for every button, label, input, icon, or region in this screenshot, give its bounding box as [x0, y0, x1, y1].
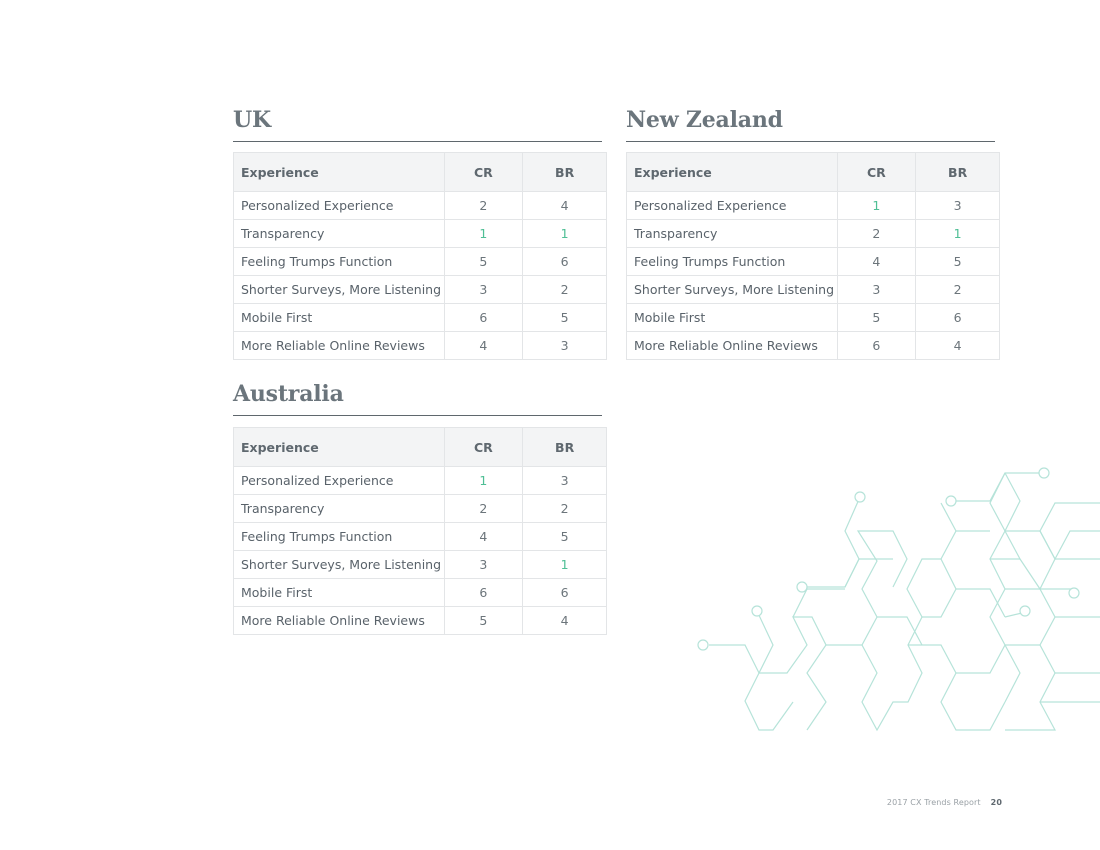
br-rank-cell: 5	[523, 304, 607, 332]
cr-rank-cell: 3	[444, 551, 523, 579]
experience-cell: Feeling Trumps Function	[234, 248, 445, 276]
region-australia	[233, 379, 602, 416]
experience-cell: Transparency	[234, 495, 445, 523]
region-uk	[233, 105, 602, 142]
experience-cell: Shorter Surveys, More Listening	[234, 551, 445, 579]
br-rank-cell: 2	[916, 276, 1000, 304]
experience-cell: Transparency	[627, 220, 838, 248]
experience-cell: Personalized Experience	[234, 467, 445, 495]
cr-rank-cell: 4	[444, 332, 523, 360]
region-title-australia: Australia	[233, 381, 344, 407]
header-cr: CR	[444, 428, 523, 467]
cr-rank-cell: 5	[444, 248, 523, 276]
ranking-table-australia	[233, 427, 607, 635]
br-rank-cell: 6	[916, 304, 1000, 332]
table-row	[234, 304, 607, 332]
br-rank-cell: 1	[523, 551, 607, 579]
br-rank-cell: 3	[523, 332, 607, 360]
table-row	[234, 551, 607, 579]
cr-rank-cell: 1	[444, 220, 523, 248]
cr-rank-cell: 6	[444, 304, 523, 332]
br-rank-cell: 3	[523, 467, 607, 495]
br-rank-cell: 5	[916, 248, 1000, 276]
experience-cell: Transparency	[234, 220, 445, 248]
cr-rank-cell: 4	[837, 248, 916, 276]
cr-rank-cell: 6	[837, 332, 916, 360]
table-row	[234, 467, 607, 495]
experience-cell: Feeling Trumps Function	[627, 248, 838, 276]
experience-cell: Shorter Surveys, More Listening	[627, 276, 838, 304]
br-rank-cell: 5	[523, 523, 607, 551]
title-underline	[626, 141, 995, 142]
footer-report-title: 2017 CX Trends Report	[886, 798, 981, 807]
ranking-table-new-zealand	[626, 152, 1000, 360]
br-rank-cell: 4	[523, 192, 607, 220]
br-rank-cell: 2	[523, 276, 607, 304]
table-row	[627, 220, 1000, 248]
br-rank-cell: 4	[523, 607, 607, 635]
table-row	[627, 304, 1000, 332]
experience-cell: Personalized Experience	[627, 192, 838, 220]
table-row	[234, 220, 607, 248]
cr-rank-cell: 3	[444, 276, 523, 304]
table-row	[234, 579, 607, 607]
header-experience: Experience	[234, 153, 445, 192]
cr-rank-cell: 5	[444, 607, 523, 635]
table-row	[234, 332, 607, 360]
cr-rank-cell: 4	[444, 523, 523, 551]
cr-rank-cell: 5	[837, 304, 916, 332]
experience-cell: Mobile First	[234, 579, 445, 607]
table-row	[234, 248, 607, 276]
cr-rank-cell: 1	[444, 467, 523, 495]
br-rank-cell: 4	[916, 332, 1000, 360]
cr-rank-cell: 2	[444, 495, 523, 523]
br-rank-cell: 3	[916, 192, 1000, 220]
experience-cell: More Reliable Online Reviews	[234, 607, 445, 635]
region-title-uk: UK	[233, 107, 271, 133]
table-header-row	[627, 153, 1000, 192]
br-rank-cell: 6	[523, 579, 607, 607]
br-rank-cell: 1	[916, 220, 1000, 248]
br-rank-cell: 2	[523, 495, 607, 523]
cr-rank-cell: 1	[837, 192, 916, 220]
experience-cell: Feeling Trumps Function	[234, 523, 445, 551]
page-number: 20	[990, 798, 1002, 807]
table-row	[234, 192, 607, 220]
experience-cell: More Reliable Online Reviews	[627, 332, 838, 360]
table-row	[627, 248, 1000, 276]
header-br: BR	[523, 428, 607, 467]
table-row	[627, 332, 1000, 360]
experience-cell: Mobile First	[234, 304, 445, 332]
table-row	[234, 607, 607, 635]
page-footer	[887, 798, 1002, 807]
title-underline	[233, 415, 602, 416]
table-row	[627, 192, 1000, 220]
cr-rank-cell: 2	[837, 220, 916, 248]
br-rank-cell: 6	[523, 248, 607, 276]
table-row	[234, 523, 607, 551]
experience-cell: Mobile First	[627, 304, 838, 332]
ranking-table-uk	[233, 152, 607, 360]
header-cr: CR	[444, 153, 523, 192]
header-br: BR	[916, 153, 1000, 192]
header-experience: Experience	[627, 153, 838, 192]
br-rank-cell: 1	[523, 220, 607, 248]
table-row	[627, 276, 1000, 304]
experience-cell: Personalized Experience	[234, 192, 445, 220]
header-cr: CR	[837, 153, 916, 192]
table-header-row	[234, 428, 607, 467]
table-row	[234, 276, 607, 304]
cr-rank-cell: 2	[444, 192, 523, 220]
cr-rank-cell: 3	[837, 276, 916, 304]
cr-rank-cell: 6	[444, 579, 523, 607]
title-underline	[233, 141, 602, 142]
region-new-zealand	[626, 105, 995, 142]
table-row	[234, 495, 607, 523]
header-experience: Experience	[234, 428, 445, 467]
experience-cell: Shorter Surveys, More Listening	[234, 276, 445, 304]
experience-cell: More Reliable Online Reviews	[234, 332, 445, 360]
header-br: BR	[523, 153, 607, 192]
table-header-row	[234, 153, 607, 192]
region-title-new-zealand: New Zealand	[626, 107, 783, 133]
